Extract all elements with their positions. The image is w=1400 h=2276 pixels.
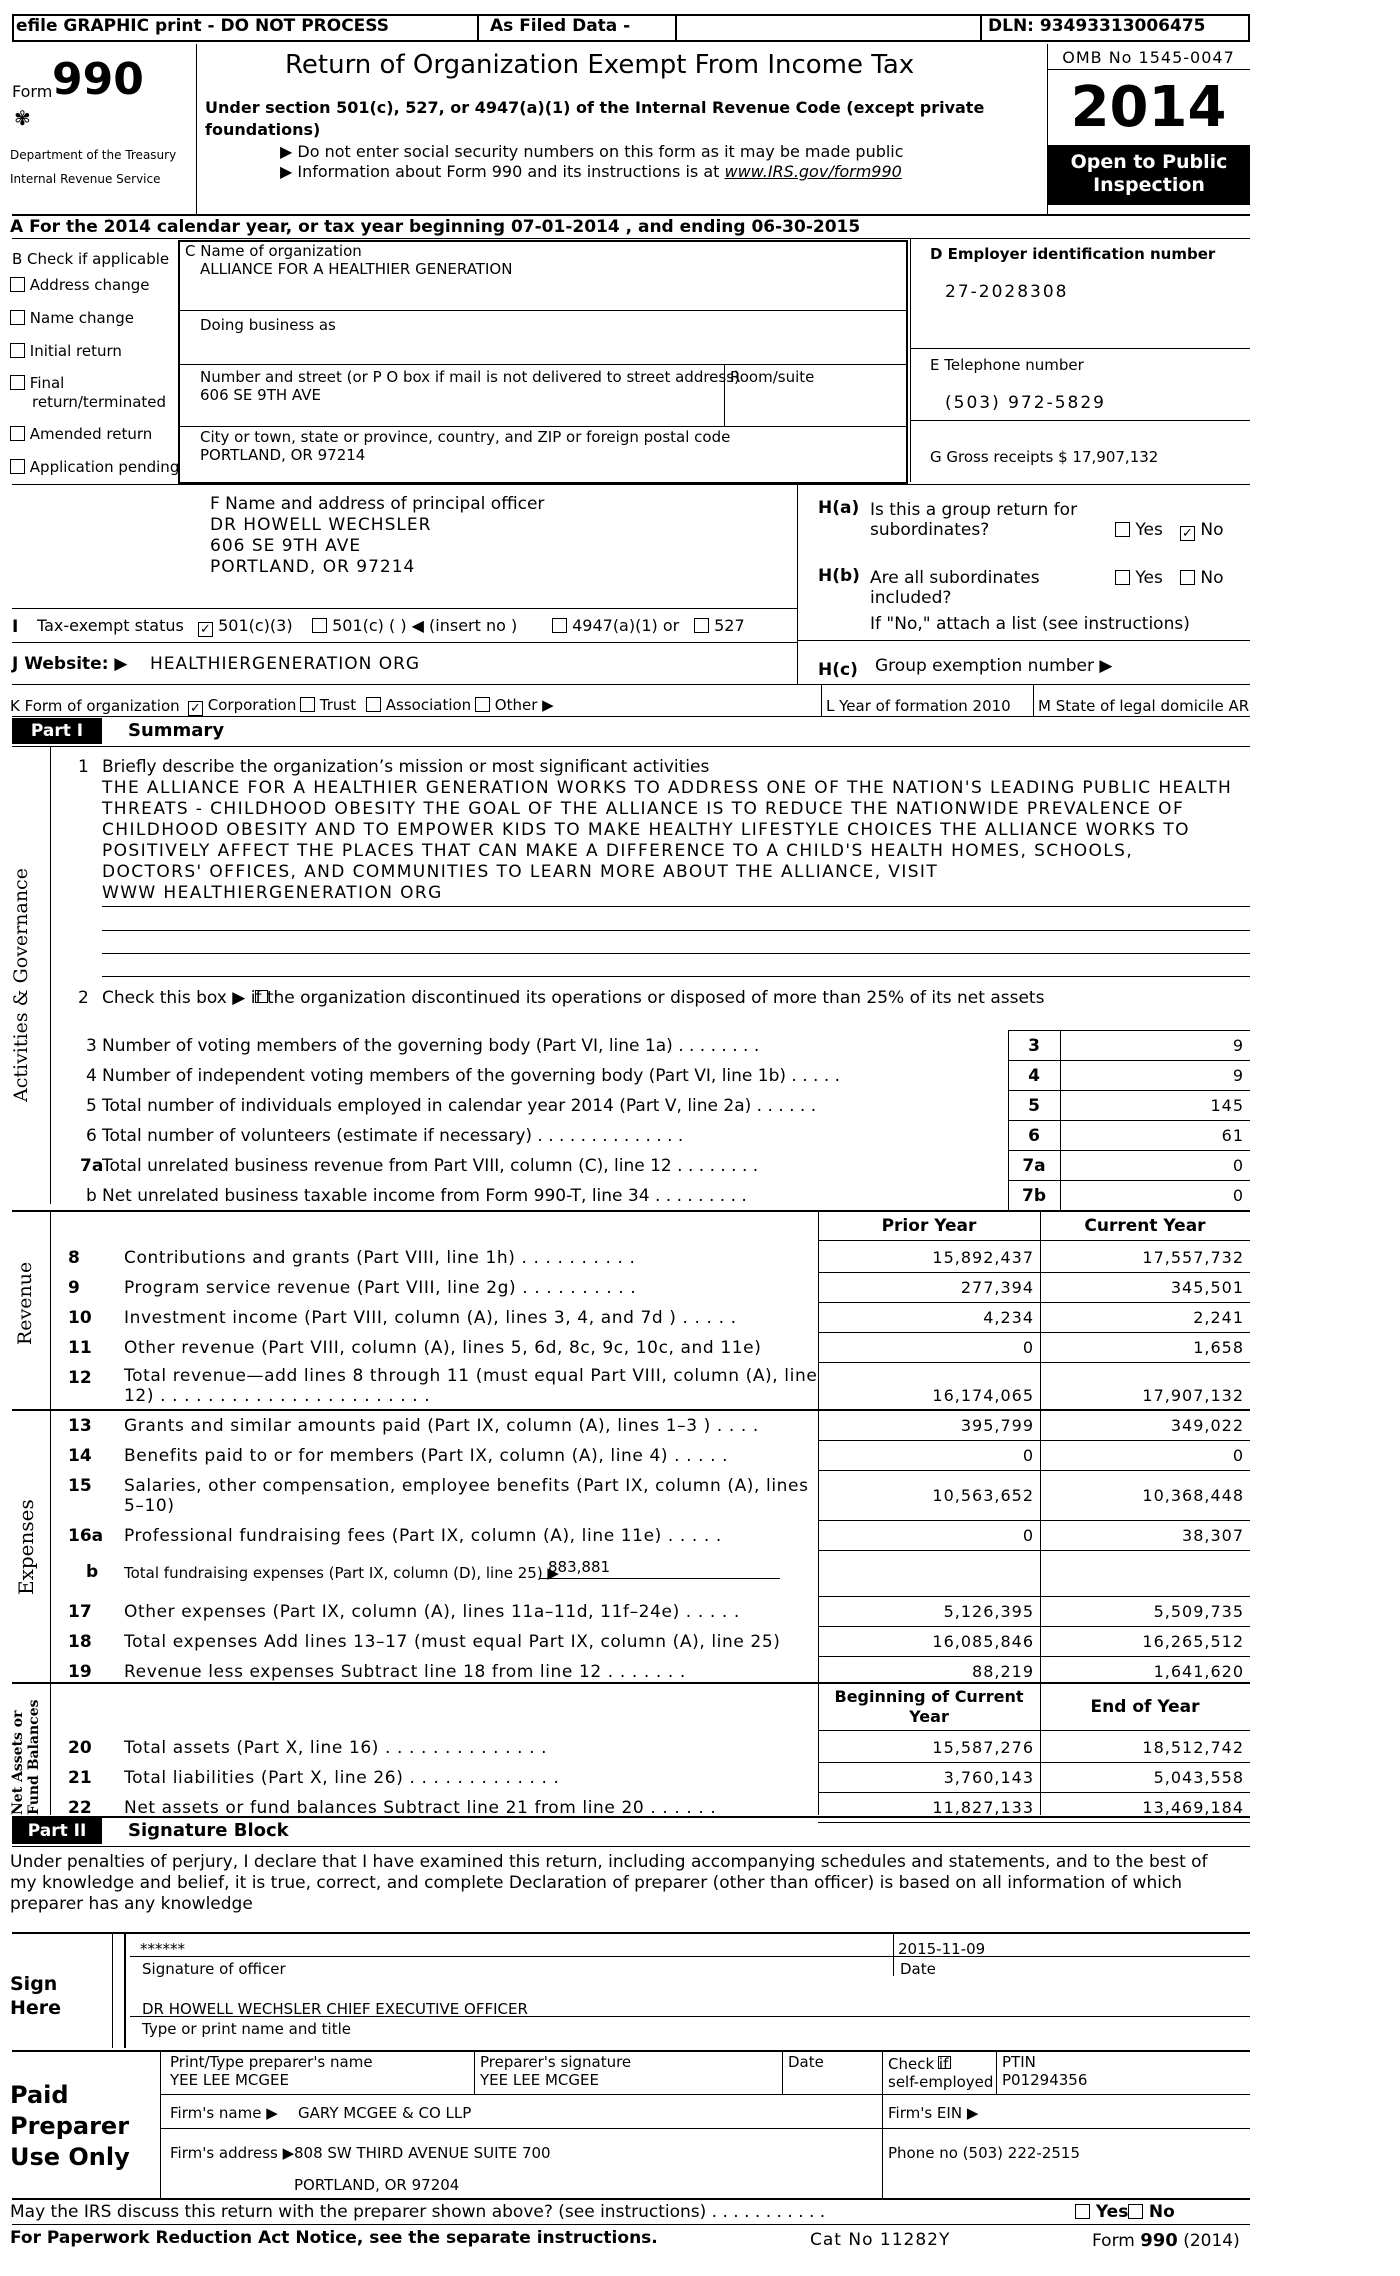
gov-line-label: Number of independent voting members of the governing body (Part VI, line 1b) . . . . .: [102, 1066, 841, 1086]
officer-street: 606 SE 9TH AVE: [210, 536, 362, 556]
prior-year-value: 15,587,276: [932, 1738, 1034, 1757]
line-1-label: Briefly describe the organization’s mission or most significant activities: [102, 757, 710, 777]
fin-line-label: Investment income (Part VIII, column (A), lines 3, 4, and 7d ) . . . . .: [124, 1308, 737, 1328]
as-filed-label: As Filed Data -: [490, 16, 631, 36]
type-name-label: Type or print name and title: [142, 2020, 351, 2038]
room-suite-label: Room/suite: [730, 368, 815, 386]
org-trust[interactable]: Trust: [300, 696, 356, 714]
current-year-value: 17,557,732: [1142, 1248, 1244, 1267]
firm-address-1: 808 SW THIRD AVENUE SUITE 700: [294, 2144, 551, 2162]
dln: DLN: 93493313006475: [988, 16, 1206, 36]
org-other[interactable]: Other ▶: [475, 696, 554, 714]
prior-year-value: 277,394: [960, 1278, 1034, 1297]
gov-line-label: Net unrelated business taxable income from Form 990-T, line 34 . . . . . . . . .: [102, 1186, 747, 1206]
part-ii-tag: Part II: [12, 1818, 102, 1844]
preparer-name-label: Print/Type preparer's name: [170, 2053, 373, 2071]
current-year-value: 5,509,735: [1153, 1602, 1244, 1621]
date-label: Date: [900, 1960, 936, 1978]
line-k-label: K Form of organization: [10, 697, 180, 715]
amended-return[interactable]: Amended return: [10, 425, 152, 443]
current-year-value: 5,043,558: [1153, 1768, 1244, 1787]
ptin-value: P01294356: [1002, 2071, 1088, 2089]
fin-line-label: Total assets (Part X, line 16) . . . . . . . . . . . . . .: [124, 1738, 548, 1758]
ha-question-2: subordinates?: [870, 520, 990, 540]
fin-line-number: 18: [68, 1632, 92, 1652]
side-revenue: Revenue: [14, 1261, 36, 1345]
status-501c3[interactable]: ✓ 501(c)(3): [198, 616, 293, 637]
paperwork-notice: For Paperwork Reduction Act Notice, see the separate instructions.: [10, 2228, 658, 2248]
prior-year-value: 10,563,652: [932, 1486, 1034, 1505]
firm-phone: Phone no (503) 222-2515: [888, 2144, 1081, 2162]
fin-line-label: Other revenue (Part VIII, column (A), lines 5, 6d, 8c, 9c, 10c, and 11e): [124, 1338, 762, 1358]
side-activities-governance: Activities & Governance: [10, 868, 32, 1102]
fundraising-expenses-value: 883,881: [548, 1558, 611, 1576]
hb-yes[interactable]: Yes: [1115, 568, 1163, 588]
side-expenses: Expenses: [14, 1499, 38, 1595]
fin-line-number: 15: [68, 1476, 92, 1496]
firm-address-label: Firm's address ▶: [170, 2144, 295, 2162]
part-ii-title: Signature Block: [128, 1820, 289, 1841]
current-year-value: 1,641,620: [1153, 1662, 1244, 1681]
current-year-value: 16,265,512: [1142, 1632, 1244, 1651]
gov-line-label: Total number of individuals employed in calendar year 2014 (Part V, line 2a) . . . . . .: [102, 1096, 817, 1116]
org-name: ALLIANCE FOR A HEALTHIER GENERATION: [200, 260, 513, 278]
city-label: City or town, state or province, country, and ZIP or foreign postal code: [200, 428, 731, 446]
website: HEALTHIERGENERATION ORG: [150, 654, 421, 674]
prior-year-value: 0: [1022, 1446, 1034, 1465]
side-net-assets: Net Assets or Fund Balances: [10, 1699, 42, 1815]
firm-address-2: PORTLAND, OR 97204: [294, 2176, 460, 2194]
ha-label: H(a): [818, 498, 860, 518]
fin-line-number: 16a: [68, 1526, 104, 1546]
status-501c[interactable]: 501(c) ( ) ◀ (insert no ): [312, 616, 517, 635]
signature-label: Signature of officer: [142, 1960, 286, 1978]
initial-return[interactable]: Initial return: [10, 342, 122, 360]
gov-line-number: 6: [86, 1126, 97, 1146]
signature-date: 2015-11-09: [898, 1940, 986, 1958]
self-employed-checkbox[interactable]: [938, 2056, 951, 2069]
gov-line-label: Number of voting members of the governing body (Part VI, line 1a) . . . . . . . .: [102, 1036, 760, 1056]
hb-no[interactable]: No: [1180, 568, 1224, 588]
preparer-name: YEE LEE MCGEE: [170, 2071, 289, 2089]
fin-line-label: Professional fundraising fees (Part IX, column (A), line 11e) . . . . .: [124, 1526, 722, 1546]
fin-line-label: Contributions and grants (Part VIII, line 1h) . . . . . . . . . .: [124, 1248, 636, 1268]
sign-here: Sign Here: [10, 1973, 62, 2019]
gov-line-value: 9: [1232, 1066, 1244, 1085]
part-i-tag: Part I: [12, 718, 102, 744]
officer-name: DR HOWELL WECHSLER: [210, 515, 432, 535]
preparer-sig-label: Preparer's signature: [480, 2053, 632, 2071]
irs-link[interactable]: www.IRS.gov/form990: [724, 162, 902, 181]
street-label: Number and street (or P O box if mail is not delivered to street address): [200, 368, 740, 386]
prior-year-value: 11,827,133: [932, 1798, 1034, 1817]
fin-line-number: 19: [68, 1662, 92, 1682]
efile-label: efile GRAPHIC print - DO NOT PROCESS: [16, 16, 390, 36]
status-4947[interactable]: 4947(a)(1) or: [552, 616, 679, 635]
ha-yes[interactable]: Yes: [1115, 520, 1163, 540]
form-footer: Form 990 (2014): [1092, 2230, 1240, 2251]
fin-line-label: Benefits paid to or for members (Part IX, column (A), line 4) . . . . .: [124, 1446, 729, 1466]
prior-year-value: 88,219: [972, 1662, 1034, 1681]
officer-label: F Name and address of principal officer: [210, 494, 545, 514]
status-527[interactable]: 527: [694, 616, 745, 635]
state-of-domicile: M State of legal domicile AR: [1038, 697, 1250, 715]
prior-year-value: 4,234: [983, 1308, 1034, 1327]
fin-line-label: 5–10): [124, 1496, 175, 1516]
prior-year-value: 16,085,846: [932, 1632, 1034, 1651]
fin-line-number: 21: [68, 1768, 92, 1788]
penalty-line-2: my knowledge and belief, it is true, correct, and complete Declaration of preparer (other than officer) is based on all information of which: [10, 1873, 1183, 1893]
fin-line-label: Other expenses (Part IX, column (A), lines 11a–11d, 11f–24e) . . . . .: [124, 1602, 740, 1622]
final-return-label: return/terminated: [32, 393, 167, 411]
gov-line-value: 0: [1232, 1156, 1244, 1175]
irs-label: Internal Revenue Service: [10, 172, 161, 186]
fin-line-label: Program service revenue (Part VIII, line 2g) . . . . . . . . . .: [124, 1278, 637, 1298]
gov-line-number: b: [86, 1186, 97, 1206]
fin-line-number: 12: [68, 1368, 92, 1388]
gov-line-value: 9: [1232, 1036, 1244, 1055]
fin-line-label: Total revenue—add lines 8 through 11 (must equal Part VIII, column (A), line: [124, 1366, 818, 1386]
current-year-value: 38,307: [1182, 1526, 1244, 1545]
ha-no[interactable]: ✓ No: [1180, 520, 1224, 541]
city-state-zip: PORTLAND, OR 97214: [200, 446, 366, 464]
gov-line-number: 3: [86, 1036, 97, 1056]
current-year-value: 345,501: [1170, 1278, 1244, 1297]
gov-line-number: 4: [86, 1066, 97, 1086]
gov-line-value: 145: [1210, 1096, 1244, 1115]
info-notice: ▶ Information about Form 990 and its instructions is at www.IRS.gov/form990: [280, 162, 902, 181]
ssn-notice: ▶ Do not enter social security numbers on this form as it may be made public: [280, 142, 904, 161]
omb-number: OMB No 1545-0047: [1062, 48, 1235, 67]
prior-year-header: Prior Year: [881, 1216, 977, 1236]
ptin-label: PTIN: [1002, 2053, 1036, 2071]
group-exemption: Group exemption number ▶: [875, 656, 1113, 676]
signature-stars[interactable]: ******: [140, 1940, 185, 1958]
line-1-number: 1: [78, 757, 89, 777]
discuss-yes[interactable]: Yes: [1075, 2202, 1128, 2222]
line-a: A For the 2014 calendar year, or tax year beginning 07-01-2014 , and ending 06-30-2015: [10, 217, 861, 237]
fin-line-number: 20: [68, 1738, 92, 1758]
phone-label: E Telephone number: [930, 356, 1084, 374]
check-if-applicable: B Check if applicable: [12, 250, 170, 268]
end-year-header: End of Year: [1090, 1697, 1200, 1717]
fin-line-label: Revenue less expenses Subtract line 18 from line 12 . . . . . . .: [124, 1662, 686, 1682]
form-subtitle-1: Under section 501(c), 527, or 4947(a)(1) of the Internal Revenue Code (except private: [205, 98, 985, 117]
dept-treasury: Department of the Treasury: [10, 148, 177, 162]
beginning-year-header: Beginning of Current Year: [834, 1687, 1024, 1726]
line-i-label: I: [12, 617, 19, 637]
form-number: 990: [52, 54, 144, 105]
fin-line-label: Salaries, other compensation, employee benefits (Part IX, column (A), lines: [124, 1476, 809, 1496]
officer-city: PORTLAND, OR 97214: [210, 557, 416, 577]
street-address: 606 SE 9TH AVE: [200, 386, 321, 404]
penalty-line-1: Under penalties of perjury, I declare that I have examined this return, including accompanying schedules and statements, and to the best of: [10, 1852, 1208, 1872]
gov-line-value: 0: [1232, 1186, 1244, 1205]
fin-line-number: 8: [68, 1248, 80, 1268]
ha-question-1: Is this a group return for: [870, 500, 1078, 520]
year-of-formation: L Year of formation 2010: [826, 697, 1011, 715]
preparer-date-label: Date: [788, 2053, 824, 2071]
fin-line-number: 17: [68, 1602, 92, 1622]
prior-year-value: 395,799: [960, 1416, 1034, 1435]
hb-label: H(b): [818, 566, 860, 586]
fin-line-label: 12) . . . . . . . . . . . . . . . . . . . . . . .: [124, 1386, 431, 1406]
address-change[interactable]: Address change: [10, 276, 150, 294]
mission-line-6: WWW HEALTHIERGENERATION ORG: [102, 883, 443, 903]
prior-year-value: 16,174,065: [932, 1386, 1034, 1405]
current-year-value: 349,022: [1170, 1416, 1244, 1435]
fin-line-number: b: [86, 1562, 99, 1582]
gov-line-label: Total number of volunteers (estimate if necessary) . . . . . . . . . . . . . .: [102, 1126, 684, 1146]
fin-line-number: 9: [68, 1278, 80, 1298]
application-pending[interactable]: Application pending: [10, 458, 179, 476]
paid-preparer: Paid Preparer Use Only: [10, 2081, 130, 2171]
org-name-label: C Name of organization: [185, 242, 362, 260]
form-subtitle-2: foundations): [205, 120, 321, 139]
current-year-value: 2,241: [1193, 1308, 1244, 1327]
gov-line-box: 3: [1028, 1036, 1040, 1056]
gov-line-number: 7a: [80, 1156, 104, 1176]
gov-line-box: 5: [1028, 1096, 1040, 1116]
gov-line-box: 6: [1028, 1126, 1040, 1146]
hb-question-2: included?: [870, 588, 952, 608]
gov-line-box: 7b: [1022, 1186, 1046, 1206]
mission-line-2: THREATS - CHILDHOOD OBESITY THE GOAL OF THE ALLIANCE IS TO REDUCE THE NATIONWIDE PREVALENCE OF: [102, 799, 1185, 819]
gov-line-box: 4: [1028, 1066, 1040, 1086]
fin-line-label: Total expenses Add lines 13–17 (must equal Part IX, column (A), line 25): [124, 1632, 781, 1652]
current-year-value: 10,368,448: [1142, 1486, 1244, 1505]
fin-line-number: 10: [68, 1308, 92, 1328]
mission-line-5: DOCTORS' OFFICES, AND COMMUNITIES TO LEARN MORE ABOUT THE ALLIANCE, VISIT: [102, 862, 939, 882]
gov-line-box: 7a: [1022, 1156, 1046, 1176]
hc-label: H(c): [818, 660, 858, 680]
open-to-public: Open to Public Inspection: [1048, 145, 1250, 205]
phone-value: (503) 972-5829: [945, 393, 1106, 413]
fin-line-label: Total liabilities (Part X, line 26) . . . . . . . . . . . . .: [124, 1768, 560, 1788]
form-word: Form: [12, 82, 53, 101]
fin-line-number: 11: [68, 1338, 92, 1358]
firm-name: GARY MCGEE & CO LLP: [298, 2104, 472, 2122]
fin-line-label: Net assets or fund balances Subtract line 21 from line 20 . . . . . .: [124, 1798, 717, 1818]
prior-year-value: 0: [1022, 1338, 1034, 1357]
fin-line-number: 14: [68, 1446, 92, 1466]
org-corporation[interactable]: ✓ Corporation: [188, 696, 296, 716]
prior-year-value: 0: [1022, 1526, 1034, 1545]
current-year-value: 1,658: [1193, 1338, 1244, 1357]
current-year-value: 13,469,184: [1142, 1798, 1244, 1817]
discuss-no[interactable]: No: [1128, 2202, 1175, 2222]
prior-year-value: 3,760,143: [943, 1768, 1034, 1787]
dba-label: Doing business as: [200, 316, 336, 334]
part-i-title: Summary: [128, 720, 225, 741]
officer-title: DR HOWELL WECHSLER CHIEF EXECUTIVE OFFICER: [142, 2000, 528, 2018]
mission-line-4: POSITIVELY AFFECT THE PLACES THAT CAN MAKE A DIFFERENCE TO A CHILD'S HEALTH HOMES, SCHOOLS,: [102, 841, 1134, 861]
fundraising-expenses-label: Total fundraising expenses (Part IX, column (D), line 25) ▶: [124, 1564, 559, 1582]
name-change[interactable]: Name change: [10, 309, 134, 327]
irs-eagle-icon: ✾: [14, 106, 31, 130]
current-year-value: 18,512,742: [1142, 1738, 1244, 1757]
preparer-signature: YEE LEE MCGEE: [480, 2071, 599, 2089]
line-2-number: 2: [78, 988, 89, 1008]
prior-year-value: 15,892,437: [932, 1248, 1034, 1267]
ein-label: D Employer identification number: [930, 245, 1216, 263]
current-year-value: 17,907,132: [1142, 1386, 1244, 1405]
gov-line-value: 61: [1221, 1126, 1244, 1145]
tax-year: 2014: [1070, 75, 1227, 140]
fin-line-number: 22: [68, 1798, 92, 1818]
current-year-value: 0: [1232, 1446, 1244, 1465]
current-year-header: Current Year: [1084, 1216, 1206, 1236]
form-title: Return of Organization Exempt From Income Tax: [285, 50, 915, 80]
firm-name-label: Firm's name ▶: [170, 2104, 278, 2122]
hb-question-1: Are all subordinates: [870, 568, 1040, 588]
firm-ein-label: Firm's EIN ▶: [888, 2104, 979, 2122]
irs-discuss: May the IRS discuss this return with the preparer shown above? (see instructions) . . . . . . . . . . .: [10, 2202, 826, 2222]
prior-year-value: 5,126,395: [943, 1602, 1034, 1621]
mission-line-3: CHILDHOOD OBESITY AND TO EMPOWER KIDS TO MAKE HEALTHY LIFESTYLE CHOICES THE ALLIANCE WORKS TO: [102, 820, 1190, 840]
self-employed-label: self-employed: [888, 2073, 994, 2091]
ein-value: 27-2028308: [945, 282, 1069, 302]
line-2-label: Check this box ▶ if the organization discontinued its operations or disposed of more than 25% of its net assets: [102, 988, 1045, 1008]
hb-note: If "No," attach a list (see instructions): [870, 614, 1190, 634]
gross-receipts: G Gross receipts $ 17,907,132: [930, 448, 1159, 466]
tax-exempt-status: Tax-exempt status: [37, 616, 184, 635]
discontinued-checkbox[interactable]: [255, 990, 268, 1003]
fin-line-number: 13: [68, 1416, 92, 1436]
gov-line-number: 5: [86, 1096, 97, 1116]
cat-number: Cat No 11282Y: [810, 2230, 951, 2250]
mission-line-1: THE ALLIANCE FOR A HEALTHIER GENERATION WORKS TO ADDRESS ONE OF THE NATION'S LEADING PUBLIC HEALTH: [102, 778, 1233, 798]
fin-line-label: Grants and similar amounts paid (Part IX, column (A), lines 1–3 ) . . . .: [124, 1416, 759, 1436]
final-return[interactable]: Final: [10, 374, 64, 392]
org-association[interactable]: Association: [366, 696, 471, 714]
line-j-label: J Website: ▶: [12, 654, 128, 674]
penalty-line-3: preparer has any knowledge: [10, 1894, 253, 1914]
self-employed-check: Check if: [888, 2055, 949, 2073]
gov-line-label: Total unrelated business revenue from Part VIII, column (C), line 12 . . . . . . . .: [102, 1156, 759, 1176]
